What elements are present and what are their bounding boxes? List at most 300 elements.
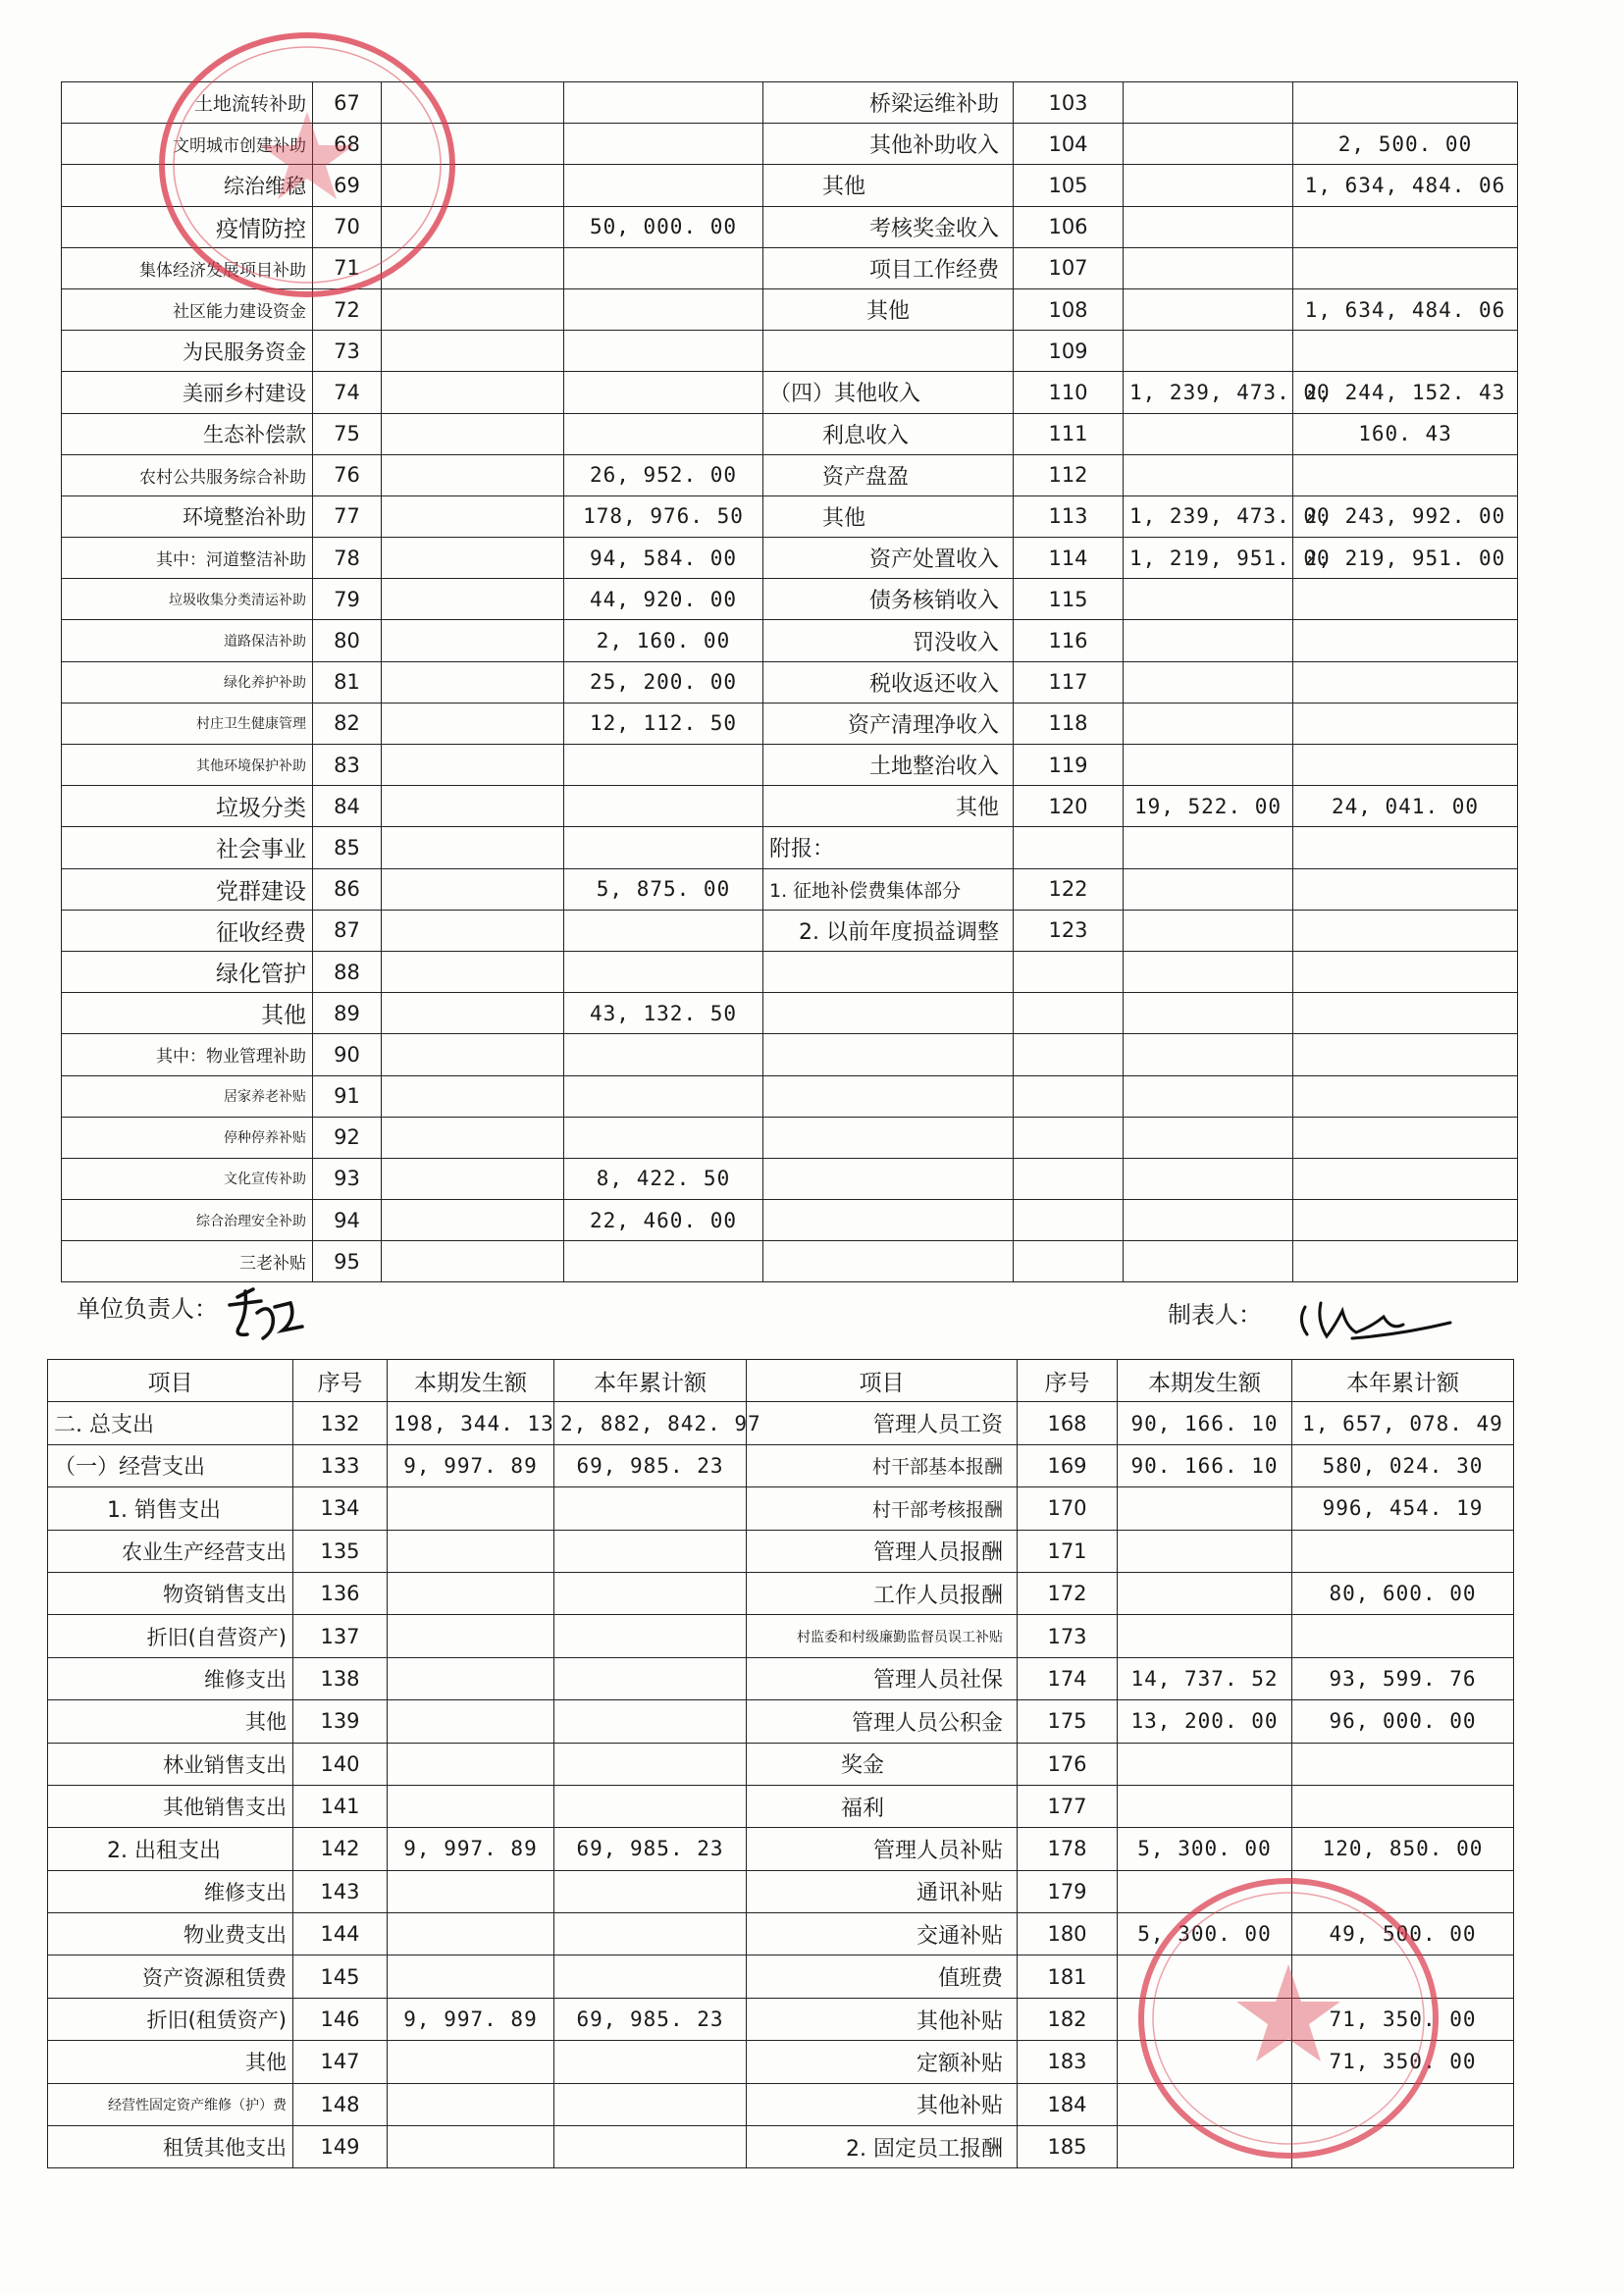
left-current-amount — [382, 1117, 564, 1158]
table-row — [62, 703, 1518, 744]
right-item — [763, 1241, 1014, 1282]
right-seq-no: 118 — [1014, 703, 1124, 744]
unit-head-label: 单位负责人： — [77, 1295, 218, 1323]
right-current-amount — [1118, 2126, 1292, 2168]
right-seq-no — [1014, 827, 1124, 868]
left-seq-no: 142 — [293, 1828, 388, 1870]
right-seq-no: 170 — [1018, 1487, 1118, 1530]
left-current-amount — [382, 82, 564, 124]
left-item: 综合治理安全补助 — [62, 1200, 313, 1241]
left-current-amount — [388, 1870, 554, 1912]
right-cumulative-amount — [1292, 1785, 1514, 1827]
left-current-amount — [382, 288, 564, 330]
table-row — [48, 1955, 1514, 1998]
right-seq-no: 123 — [1014, 910, 1124, 951]
left-seq-no: 74 — [313, 372, 382, 413]
right-current-amount — [1124, 868, 1293, 910]
left-current-amount: 9, 997. 89 — [388, 1828, 554, 1870]
left-current-amount — [382, 413, 564, 454]
right-seq-no — [1014, 1034, 1124, 1075]
left-item: 美丽乡村建设 — [62, 372, 313, 413]
right-item — [763, 1034, 1014, 1075]
left-current-amount — [388, 1955, 554, 1998]
left-seq-no: 137 — [293, 1615, 388, 1657]
right-cumulative-amount: 49, 500. 00 — [1292, 1913, 1514, 1955]
left-cumulative-amount — [564, 372, 763, 413]
right-current-amount — [1124, 910, 1293, 951]
left-current-amount — [388, 1615, 554, 1657]
table-row — [62, 868, 1518, 910]
right-cumulative-amount — [1293, 703, 1518, 744]
table-row — [48, 1743, 1514, 1785]
left-cumulative-amount: 22, 460. 00 — [564, 1200, 763, 1241]
left-current-amount — [382, 1075, 564, 1117]
right-item: 债务核销收入 — [763, 579, 1014, 620]
left-cumulative-amount — [554, 2083, 747, 2125]
right-current-amount — [1124, 247, 1293, 288]
right-cumulative-amount: 24, 041. 00 — [1293, 786, 1518, 827]
left-seq-no: 70 — [313, 206, 382, 247]
left-cumulative-amount: 43, 132. 50 — [564, 993, 763, 1034]
right-item: 资产盘盈 — [763, 454, 1014, 495]
left-seq-no: 141 — [293, 1785, 388, 1827]
left-seq-no: 139 — [293, 1700, 388, 1743]
left-current-amount — [382, 1241, 564, 1282]
left-item: 其他 — [48, 2041, 293, 2083]
table-row — [62, 165, 1518, 206]
right-item: 村监委和村级廉勤监督员误工补贴 — [747, 1615, 1018, 1657]
right-seq-no — [1014, 1158, 1124, 1199]
right-cumulative-amount — [1293, 620, 1518, 661]
left-cumulative-amount — [564, 951, 763, 992]
left-cumulative-amount: 12, 112. 50 — [564, 703, 763, 744]
left-current-amount — [382, 910, 564, 951]
left-seq-no: 67 — [313, 82, 382, 124]
left-item: 1. 销售支出 — [48, 1487, 293, 1530]
right-seq-no: 110 — [1014, 372, 1124, 413]
right-current-amount — [1124, 454, 1293, 495]
table-row — [62, 331, 1518, 372]
left-item: 其他销售支出 — [48, 1785, 293, 1827]
table-row — [62, 1158, 1518, 1199]
left-item: 物资销售支出 — [48, 1572, 293, 1614]
left-current-amount — [388, 1743, 554, 1785]
right-item: 管理人员公积金 — [747, 1700, 1018, 1743]
right-seq-no: 172 — [1018, 1572, 1118, 1614]
table-row — [62, 413, 1518, 454]
right-item: 管理人员补贴 — [747, 1828, 1018, 1870]
right-seq-no — [1014, 1200, 1124, 1241]
right-cumulative-amount: 1, 634, 484. 06 — [1293, 288, 1518, 330]
right-seq-no: 116 — [1014, 620, 1124, 661]
left-seq-no: 84 — [313, 786, 382, 827]
table-row — [48, 1913, 1514, 1955]
table-row — [62, 82, 1518, 124]
right-item: 利息收入 — [763, 413, 1014, 454]
left-cumulative-amount — [564, 786, 763, 827]
right-cumulative-amount: 80, 600. 00 — [1292, 1572, 1514, 1614]
left-cumulative-amount — [554, 1955, 747, 1998]
right-seq-no: 171 — [1018, 1530, 1118, 1572]
left-cumulative-amount — [564, 288, 763, 330]
left-item: 其中：物业管理补助 — [62, 1034, 313, 1075]
right-item: 其他补贴 — [747, 2083, 1018, 2125]
right-cumulative-amount — [1293, 579, 1518, 620]
right-item: 其他补贴 — [747, 1998, 1018, 2040]
right-seq-no: 103 — [1014, 82, 1124, 124]
left-seq-no: 149 — [293, 2126, 388, 2168]
left-cumulative-amount — [564, 82, 763, 124]
left-seq-no: 73 — [313, 331, 382, 372]
right-item: 管理人员社保 — [747, 1657, 1018, 1699]
left-item: 林业销售支出 — [48, 1743, 293, 1785]
right-item: 其他 — [763, 288, 1014, 330]
right-seq-no: 105 — [1014, 165, 1124, 206]
right-current-amount — [1124, 1241, 1293, 1282]
table-row — [48, 1998, 1514, 2040]
right-cumulative-amount: 996, 454. 19 — [1292, 1487, 1514, 1530]
table-row — [62, 745, 1518, 786]
left-item: 党群建设 — [62, 868, 313, 910]
left-item: 综治维稳 — [62, 165, 313, 206]
left-item: 其他环境保护补助 — [62, 745, 313, 786]
right-item: 附报： — [763, 827, 1014, 868]
left-current-amount — [382, 454, 564, 495]
right-item: 福利 — [747, 1785, 1018, 1827]
left-item: 疫情防控 — [62, 206, 313, 247]
right-cumulative-amount — [1292, 1955, 1514, 1998]
left-cumulative-amount — [564, 247, 763, 288]
left-item: 绿化养护补助 — [62, 661, 313, 703]
right-cumulative-amount — [1293, 206, 1518, 247]
right-current-amount: 1, 239, 473. 00 — [1124, 495, 1293, 537]
table-row — [62, 661, 1518, 703]
left-seq-no: 148 — [293, 2083, 388, 2125]
table-row — [62, 1075, 1518, 1117]
left-cumulative-amount — [554, 1487, 747, 1530]
left-seq-no: 133 — [293, 1444, 388, 1486]
table-row — [62, 786, 1518, 827]
table-row — [48, 1828, 1514, 1870]
right-cumulative-amount: 580, 024. 30 — [1292, 1444, 1514, 1486]
right-current-amount — [1118, 1487, 1292, 1530]
left-cumulative-amount: 50, 000. 00 — [564, 206, 763, 247]
table-row — [48, 1530, 1514, 1572]
right-cumulative-amount: 1, 657, 078. 49 — [1292, 1402, 1514, 1444]
table-row — [62, 124, 1518, 165]
left-seq-no: 71 — [313, 247, 382, 288]
table-row — [62, 538, 1518, 579]
table-row — [48, 2083, 1514, 2125]
right-seq-no: 169 — [1018, 1444, 1118, 1486]
header-current: 本期发生额 — [388, 1360, 554, 1402]
right-item: 税收返还收入 — [763, 661, 1014, 703]
right-cumulative-amount: 1, 634, 484. 06 — [1293, 165, 1518, 206]
right-cumulative-amount — [1293, 1117, 1518, 1158]
right-current-amount — [1118, 1530, 1292, 1572]
right-item — [763, 1158, 1014, 1199]
left-item: 资产资源租赁费 — [48, 1955, 293, 1998]
table-row — [48, 1615, 1514, 1657]
right-current-amount — [1124, 827, 1293, 868]
header-no: 序号 — [1018, 1360, 1118, 1402]
right-cumulative-amount — [1293, 454, 1518, 495]
left-seq-no: 80 — [313, 620, 382, 661]
left-cumulative-amount — [564, 1034, 763, 1075]
left-seq-no: 138 — [293, 1657, 388, 1699]
left-seq-no: 76 — [313, 454, 382, 495]
left-seq-no: 87 — [313, 910, 382, 951]
left-seq-no: 145 — [293, 1955, 388, 1998]
left-current-amount — [388, 1657, 554, 1699]
left-cumulative-amount: 69, 985. 23 — [554, 1444, 747, 1486]
left-item: 文化宣传补助 — [62, 1158, 313, 1199]
right-current-amount — [1118, 2041, 1292, 2083]
right-cumulative-amount — [1292, 1530, 1514, 1572]
right-seq-no: 108 — [1014, 288, 1124, 330]
right-seq-no: 176 — [1018, 1743, 1118, 1785]
left-item: 其他 — [48, 1700, 293, 1743]
left-current-amount: 198, 344. 13 — [388, 1402, 554, 1444]
left-item: 租赁其他支出 — [48, 2126, 293, 2168]
left-item: 物业费支出 — [48, 1913, 293, 1955]
right-item — [763, 951, 1014, 992]
left-item: 绿化管护 — [62, 951, 313, 992]
table-row — [62, 827, 1518, 868]
left-seq-no: 147 — [293, 2041, 388, 2083]
left-current-amount — [382, 165, 564, 206]
left-cumulative-amount — [564, 1241, 763, 1282]
left-cumulative-amount — [554, 1615, 747, 1657]
right-seq-no: 173 — [1018, 1615, 1118, 1657]
right-current-amount — [1124, 1075, 1293, 1117]
right-item: 奖金 — [747, 1743, 1018, 1785]
right-item: 通讯补贴 — [747, 1870, 1018, 1912]
left-item: 居家养老补贴 — [62, 1075, 313, 1117]
right-seq-no: 177 — [1018, 1785, 1118, 1827]
right-current-amount — [1124, 288, 1293, 330]
left-item: 折旧(租赁资产) — [48, 1998, 293, 2040]
right-cumulative-amount — [1293, 331, 1518, 372]
right-item — [763, 993, 1014, 1034]
header-current: 本期发生额 — [1118, 1360, 1292, 1402]
table-row — [48, 1700, 1514, 1743]
right-item: 管理人员工资 — [747, 1402, 1018, 1444]
left-seq-no: 82 — [313, 703, 382, 744]
left-current-amount — [382, 1158, 564, 1199]
left-cumulative-amount: 26, 952. 00 — [564, 454, 763, 495]
right-seq-no: 109 — [1014, 331, 1124, 372]
right-cumulative-amount: 71, 350. 00 — [1292, 2041, 1514, 2083]
right-seq-no: 113 — [1014, 495, 1124, 537]
right-item — [763, 1200, 1014, 1241]
right-current-amount — [1118, 2083, 1292, 2125]
right-current-amount — [1124, 1034, 1293, 1075]
right-cumulative-amount — [1293, 82, 1518, 124]
left-seq-no: 75 — [313, 413, 382, 454]
right-cumulative-amount: 71, 350. 00 — [1292, 1998, 1514, 2040]
right-seq-no: 115 — [1014, 579, 1124, 620]
right-current-amount — [1124, 124, 1293, 165]
left-cumulative-amount: 8, 422. 50 — [564, 1158, 763, 1199]
right-item: 值班费 — [747, 1955, 1018, 1998]
right-current-amount: 1, 239, 473. 00 — [1124, 372, 1293, 413]
unit-head-signature — [218, 1283, 308, 1346]
left-item: 集体经济发展项目补助 — [62, 247, 313, 288]
right-seq-no: 120 — [1014, 786, 1124, 827]
right-cumulative-amount: 2, 243, 992. 00 — [1293, 495, 1518, 537]
right-item: 交通补贴 — [747, 1913, 1018, 1955]
left-seq-no: 85 — [313, 827, 382, 868]
table-row — [62, 579, 1518, 620]
left-item: 文明城市创建补助 — [62, 124, 313, 165]
left-current-amount — [382, 703, 564, 744]
left-cumulative-amount — [564, 910, 763, 951]
right-item: 考核奖金收入 — [763, 206, 1014, 247]
right-item: 资产清理净收入 — [763, 703, 1014, 744]
table-row — [62, 1034, 1518, 1075]
table-header-row — [48, 1360, 1514, 1402]
right-seq-no: 184 — [1018, 2083, 1118, 2125]
left-cumulative-amount: 94, 584. 00 — [564, 538, 763, 579]
left-seq-no: 94 — [313, 1200, 382, 1241]
right-cumulative-amount — [1293, 951, 1518, 992]
right-current-amount — [1124, 413, 1293, 454]
left-item: 村庄卫生健康管理 — [62, 703, 313, 744]
table-row — [62, 288, 1518, 330]
left-cumulative-amount — [554, 1743, 747, 1785]
left-seq-no: 77 — [313, 495, 382, 537]
right-seq-no: 175 — [1018, 1700, 1118, 1743]
right-cumulative-amount — [1293, 993, 1518, 1034]
right-seq-no: 168 — [1018, 1402, 1118, 1444]
table-row — [48, 2041, 1514, 2083]
right-cumulative-amount — [1292, 2126, 1514, 2168]
right-current-amount — [1124, 206, 1293, 247]
right-current-amount: 90. 166. 10 — [1118, 1444, 1292, 1486]
left-seq-no: 81 — [313, 661, 382, 703]
left-current-amount — [382, 247, 564, 288]
right-current-amount — [1124, 165, 1293, 206]
left-cumulative-amount — [554, 1870, 747, 1912]
table-row — [48, 1657, 1514, 1699]
left-current-amount — [382, 538, 564, 579]
right-seq-no: 107 — [1014, 247, 1124, 288]
right-seq-no: 111 — [1014, 413, 1124, 454]
left-cumulative-amount — [554, 1700, 747, 1743]
right-cumulative-amount — [1292, 1743, 1514, 1785]
left-current-amount — [388, 2041, 554, 2083]
left-seq-no: 92 — [313, 1117, 382, 1158]
right-item: 定额补贴 — [747, 2041, 1018, 2083]
right-seq-no: 112 — [1014, 454, 1124, 495]
right-seq-no: 106 — [1014, 206, 1124, 247]
table-row — [62, 1241, 1518, 1282]
left-item: 道路保洁补助 — [62, 620, 313, 661]
right-seq-no: 183 — [1018, 2041, 1118, 2083]
right-current-amount — [1124, 331, 1293, 372]
table-row — [62, 454, 1518, 495]
left-cumulative-amount: 2, 160. 00 — [564, 620, 763, 661]
right-item — [763, 1117, 1014, 1158]
table-row — [62, 247, 1518, 288]
left-current-amount: 9, 997. 89 — [388, 1998, 554, 2040]
left-seq-no: 83 — [313, 745, 382, 786]
left-cumulative-amount — [564, 413, 763, 454]
table-row — [48, 1444, 1514, 1486]
right-current-amount — [1118, 1870, 1292, 1912]
left-item: 折旧(自营资产) — [48, 1615, 293, 1657]
left-current-amount: 9, 997. 89 — [388, 1444, 554, 1486]
left-current-amount — [382, 745, 564, 786]
left-cumulative-amount — [554, 1913, 747, 1955]
left-cumulative-amount: 5, 875. 00 — [564, 868, 763, 910]
right-seq-no — [1014, 1075, 1124, 1117]
right-seq-no: 181 — [1018, 1955, 1118, 1998]
left-item: 其他 — [62, 993, 313, 1034]
left-item: 环境整治补助 — [62, 495, 313, 537]
income-table-continued — [61, 81, 1518, 1282]
left-item: 经营性固定资产维修（护）费 — [48, 2083, 293, 2125]
right-item: 管理人员报酬 — [747, 1530, 1018, 1572]
left-seq-no: 89 — [313, 993, 382, 1034]
left-cumulative-amount — [554, 2126, 747, 2168]
right-cumulative-amount: 2, 244, 152. 43 — [1293, 372, 1518, 413]
left-seq-no: 144 — [293, 1913, 388, 1955]
header-item: 项目 — [48, 1360, 293, 1402]
right-item — [763, 1075, 1014, 1117]
left-item: 社会事业 — [62, 827, 313, 868]
table-row — [62, 1117, 1518, 1158]
left-current-amount — [382, 951, 564, 992]
right-seq-no — [1014, 1117, 1124, 1158]
left-current-amount — [388, 2083, 554, 2125]
right-seq-no: 122 — [1014, 868, 1124, 910]
left-seq-no: 91 — [313, 1075, 382, 1117]
left-seq-no: 135 — [293, 1530, 388, 1572]
right-current-amount: 1, 219, 951. 00 — [1124, 538, 1293, 579]
header-cumulative: 本年累计额 — [1292, 1360, 1514, 1402]
right-item: 其他 — [763, 786, 1014, 827]
right-current-amount — [1124, 1200, 1293, 1241]
right-seq-no — [1014, 1241, 1124, 1282]
left-cumulative-amount: 178, 976. 50 — [564, 495, 763, 537]
left-seq-no: 69 — [313, 165, 382, 206]
right-current-amount: 19, 522. 00 — [1124, 786, 1293, 827]
table-row — [48, 1487, 1514, 1530]
right-item: 土地整治收入 — [763, 745, 1014, 786]
table-row — [48, 1785, 1514, 1827]
left-seq-no: 86 — [313, 868, 382, 910]
left-current-amount — [388, 1572, 554, 1614]
right-item: 2. 以前年度损益调整 — [763, 910, 1014, 951]
left-cumulative-amount: 2, 882, 842. 97 — [554, 1402, 747, 1444]
right-cumulative-amount — [1292, 2083, 1514, 2125]
right-seq-no: 114 — [1014, 538, 1124, 579]
left-cumulative-amount: 25, 200. 00 — [564, 661, 763, 703]
right-item: 桥梁运维补助 — [763, 82, 1014, 124]
left-seq-no: 79 — [313, 579, 382, 620]
preparer-label: 制表人： — [1168, 1301, 1262, 1329]
right-cumulative-amount — [1292, 1870, 1514, 1912]
left-current-amount — [388, 1913, 554, 1955]
left-current-amount — [382, 993, 564, 1034]
left-cumulative-amount: 69, 985. 23 — [554, 1828, 747, 1870]
right-current-amount — [1124, 993, 1293, 1034]
left-seq-no: 68 — [313, 124, 382, 165]
header-cumulative: 本年累计额 — [554, 1360, 747, 1402]
table-row — [62, 951, 1518, 992]
